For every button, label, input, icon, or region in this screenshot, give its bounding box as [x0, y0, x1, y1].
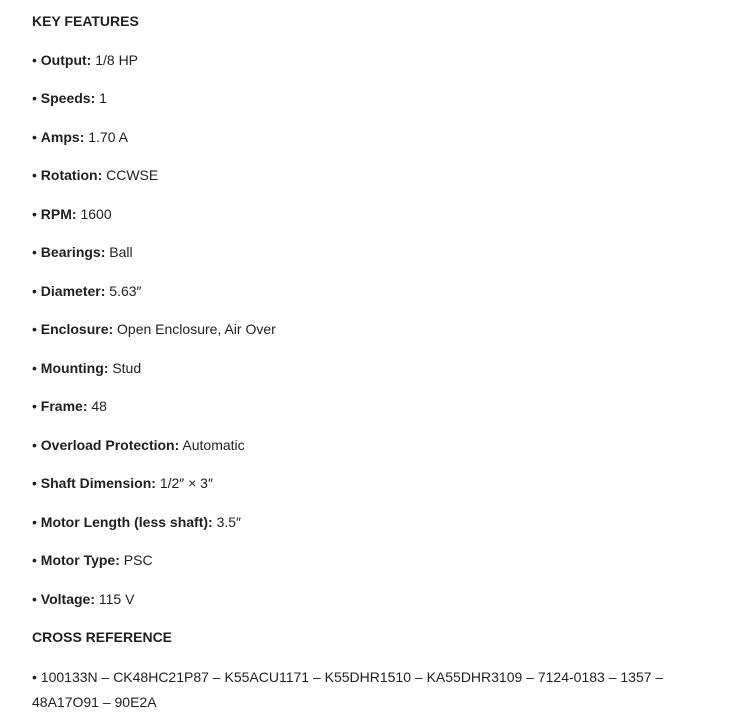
feature-item-speeds — [32, 88, 729, 108]
feature-item-motor-length — [32, 512, 729, 532]
feature-item-shaft-dimension — [32, 473, 729, 493]
key-features-list — [32, 50, 729, 609]
feature-label: Speeds: — [40, 90, 96, 106]
bullet-icon: • — [32, 205, 37, 222]
bullet-icon: • — [32, 475, 37, 491]
feature-item-motor-type — [32, 550, 729, 570]
feature-item-bearings — [32, 242, 729, 262]
feature-item-rpm — [32, 204, 729, 224]
feature-value: 1/8 HP — [95, 51, 139, 68]
bullet-icon: • — [32, 669, 37, 685]
feature-value: Open Enclosure, Air Over — [117, 321, 276, 337]
feature-value: CCWSE — [106, 167, 159, 183]
feature-label: Frame: — [40, 398, 88, 414]
bullet-icon: • — [32, 51, 37, 68]
bullet-icon: • — [32, 167, 37, 183]
bullet-icon: • — [32, 244, 37, 260]
feature-value: 115 V — [98, 590, 135, 607]
feature-value: Stud — [112, 359, 142, 376]
feature-label: RPM: — [40, 205, 77, 222]
bullet-icon: • — [32, 321, 37, 337]
key-features-heading: KEY FEATURES — [32, 13, 139, 29]
cross-reference-heading: CROSS REFERENCE — [32, 629, 173, 645]
feature-label: Amps: — [40, 128, 85, 145]
cross-reference-item — [32, 665, 722, 715]
cross-reference-text: 100133N – CK48HC21P87 – K55ACU1171 – K55DHR1510 – KA55DHR3109 – 7124-0183 – 1357 – 48A17O91 – 90E2A — [32, 669, 664, 710]
feature-item-amps — [32, 127, 729, 147]
bullet-icon: • — [32, 436, 37, 453]
feature-value: Ball — [109, 244, 133, 260]
feature-item-voltage — [32, 589, 729, 609]
feature-label: Output: — [40, 51, 92, 68]
feature-label: Enclosure: — [40, 321, 114, 337]
feature-label: Motor Length (less shaft): — [40, 513, 213, 530]
feature-label: Voltage: — [40, 590, 95, 607]
feature-label: Rotation: — [40, 167, 103, 183]
feature-item-output — [32, 50, 729, 70]
feature-value: 1 — [99, 90, 107, 106]
feature-value: PSC — [123, 552, 153, 568]
feature-item-mounting — [32, 358, 729, 378]
bullet-icon: • — [32, 90, 37, 106]
feature-item-enclosure — [32, 319, 729, 339]
feature-value: 1.70 A — [88, 128, 128, 145]
feature-value: Automatic — [182, 436, 245, 453]
bullet-icon: • — [32, 282, 37, 299]
feature-label: Shaft Dimension: — [40, 475, 156, 491]
feature-label: Mounting: — [40, 359, 109, 376]
bullet-icon: • — [32, 552, 37, 568]
feature-item-diameter — [32, 281, 729, 301]
feature-value: 1600 — [80, 205, 112, 222]
feature-value: 5.63″ — [109, 282, 142, 299]
feature-label: Motor Type: — [40, 552, 120, 568]
bullet-icon: • — [32, 359, 37, 376]
feature-item-frame — [32, 396, 729, 416]
bullet-icon: • — [32, 128, 37, 145]
feature-item-overload-protection — [32, 435, 729, 455]
feature-label: Diameter: — [40, 282, 106, 299]
feature-value: 1/2″ × 3″ — [159, 475, 213, 491]
bullet-icon: • — [32, 590, 37, 607]
bullet-icon: • — [32, 398, 37, 414]
feature-label: Overload Protection: — [40, 436, 180, 453]
feature-item-rotation — [32, 165, 729, 185]
feature-value: 48 — [91, 398, 107, 414]
feature-label: Bearings: — [40, 244, 106, 260]
feature-value: 3.5″ — [216, 513, 241, 530]
bullet-icon: • — [32, 513, 37, 530]
cross-reference-list — [32, 665, 722, 715]
